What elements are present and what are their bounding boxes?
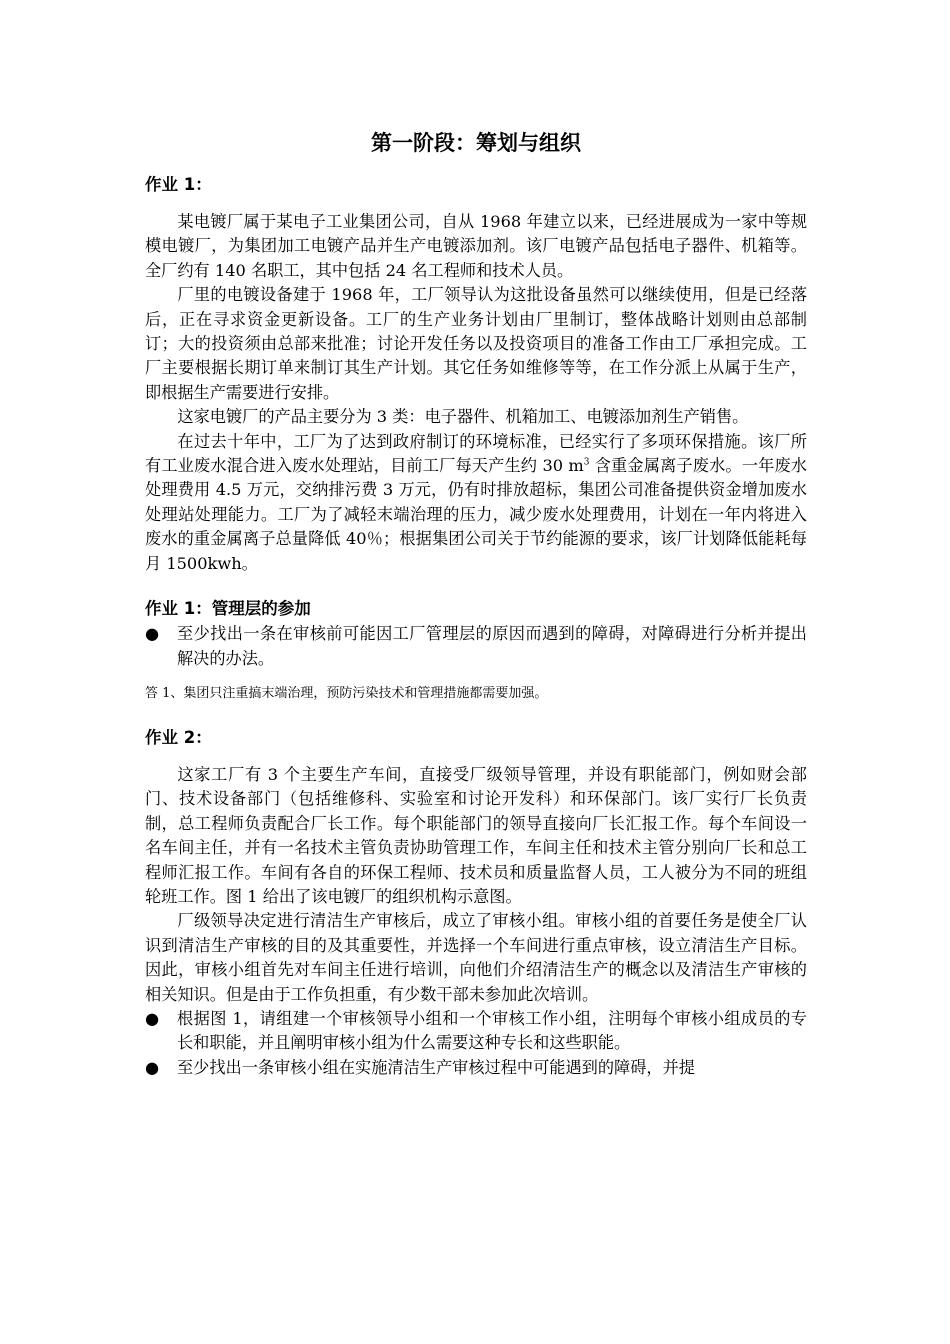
task2-bullet-item-1: [145, 1007, 807, 1056]
task2-bullet-item-2: [145, 1056, 807, 1080]
task2-paragraph-2: 厂级领导决定进行清洁生产审核后，成立了审核小组。审核小组的首要任务是使全厂认识到清洁生产审核的目的及其重要性，并选择一个车间进行重点审核，设立清洁生产目标。因此，审核小组首先对车间主任进行培训，向他们介绍清洁生产的概念以及清洁生产审核的相关知识。但是由于工作负担重，有少数干部未参加此次培训。: [145, 911, 807, 1004]
task1-bullet-text: 至少找出一条在审核前可能因工厂管理层的原因而遇到的障碍，对障碍进行分析并提出解决的办法。: [177, 624, 807, 668]
page-title: 第一阶段：筹划与组织: [371, 131, 581, 155]
task1-sub-heading: 作业 1：管理层的参加: [145, 599, 311, 619]
task1-paragraph-2: 厂里的电镀设备建于 1968 年，工厂领导认为这批设备虽然可以继续使用，但是已经落后，正在寻求资金更新设备。工厂的生产业务计划由厂里制订，整体战略计划则由总部制订；大的投资须由总部来批准；讨论开发任务以及投资项目的准备工作由工厂承担完成。工厂主要根据长期订单来制订其生产计划。其它任务如维修等等，在工作分派上从属于生产，即根据生产需要进行安排。: [145, 285, 807, 402]
superscript-cubic: 3: [583, 457, 590, 468]
task2-bullet-text-1: 根据图 1，请组建一个审核领导小组和一个审核工作小组，注明每个审核小组成员的专长和职能，并且阐明审核小组为什么需要这种专长和这些职能。: [177, 1008, 807, 1053]
task1-bullet-item: [145, 622, 807, 671]
bullet-dot-icon: ●: [145, 624, 160, 644]
task2-bullet-text-2: 至少找出一条审核小组在实施清洁生产审核过程中可能遇到的障碍，并提: [177, 1057, 695, 1077]
task2-paragraph-1: 这家工厂有 3 个主要生产车间，直接受厂级领导管理，并设有职能部门，例如财会部门、技术设备部门（包括维修科、实验室和讨论开发科）和环保部门。该厂实行厂长负责制，总工程师负责配合厂长工作。每个职能部门的领导直接向厂长汇报工作。每个车间设一名车间主任，并有一名技术主管负责协助管理工作，车间主任和技术主管分别向厂长和总工程师汇报工作。车间有各自的环保工程师、技术员和质量监督人员，工人被分为不同的班组轮班工作。图 1 给出了该电镀厂的组织机构示意图。: [145, 764, 807, 906]
task1-paragraph-3: 这家电镀厂的产品主要分为 3 类：电子器件、机箱加工、电镀添加剂生产销售。: [177, 407, 749, 427]
task1-paragraph-4-text-a: 在过去十年中，工厂为了达到政府制订的环境标准，已经实行了多项环保措施。该厂所有工业废水混合进入废水处理站，目前工厂每天产生约 30 m: [145, 431, 807, 476]
task1-paragraph-1: 某电镀厂属于某电子工业集团公司，自从 1968 年建立以来，已经进展成为一家中等规模电镀厂，为集团加工电镀产品并生产电镀添加剂。该厂电镀产品包括电子器件、机箱等。全厂约有 140 名职工，其中包括 24 名工程师和技术人员。: [145, 212, 807, 280]
document-page: [145, 128, 807, 1080]
answer-1: 答 1、集团只注重搞末端治理，预防污染技术和管理措施都需要加强。: [145, 685, 548, 701]
bullet-dot-icon: ●: [145, 1057, 160, 1077]
bullet-dot-icon: ●: [145, 1008, 160, 1028]
task1-heading: 作业 1：: [145, 175, 212, 194]
task1-paragraph-4: [145, 430, 807, 576]
task2-heading: 作业 2：: [145, 727, 212, 747]
task1-paragraph-4-text-b: 含重金属离子废水。一年废水处理费用 4.5 万元，交纳排污费 3 万元，仍有时排放超标，集团公司准备提供资金增加废水处理站处理能力。工厂为了减轻末端治理的压力，减少废水处理费用，计划在一年内将进入废水的重金属离子总量降低 40％；根据集团公司关于节约能源的要求，该厂计划降低能耗每月 1500kwh。: [145, 456, 807, 573]
